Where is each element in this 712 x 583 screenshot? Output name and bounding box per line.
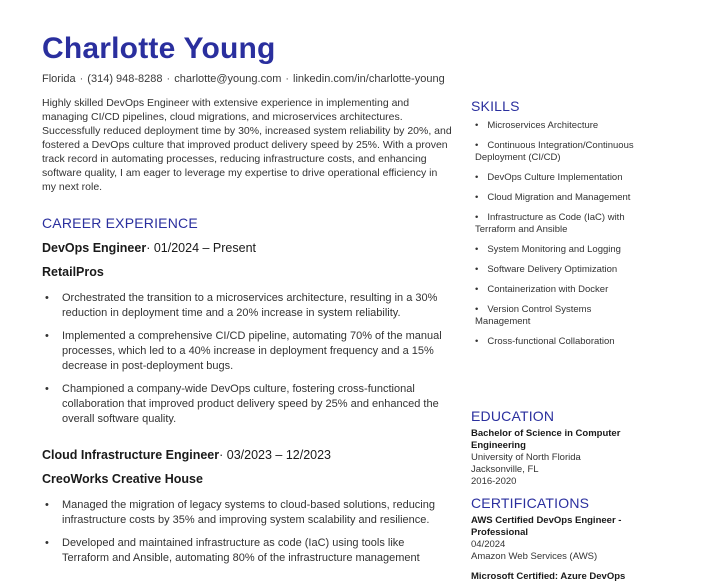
education-location: Jacksonville, FL: [471, 464, 539, 475]
education-details: [471, 428, 636, 488]
certification-name: Microsoft Certified: Azure DevOps: [471, 571, 626, 582]
job-title-line: [42, 448, 446, 462]
job-bullet: • Orchestrated the transition to a microservices architecture, resulting in a 30% reduction in deployment time and a 20% increase in system reliability.: [42, 291, 446, 321]
job-title: DevOps Engineer: [42, 241, 147, 255]
job-entry: [42, 241, 446, 435]
education-school: University of North Florida: [471, 452, 581, 463]
job-bullets: [42, 498, 446, 566]
education-heading: EDUCATION: [471, 408, 555, 424]
skills-heading: SKILLS: [471, 98, 520, 114]
certification-issuer: Amazon Web Services (AWS): [471, 551, 598, 562]
job-bullet: • Developed and maintained infrastructure as code (IaC) using tools like Terraform and Ansible, automating 80% of the infrastructure management: [42, 536, 446, 566]
certifications-section: [471, 495, 636, 583]
skill-item: • DevOps Culture Implementation: [475, 172, 623, 183]
contact-email[interactable]: charlotte@young.com: [174, 73, 282, 85]
certification-item: [471, 571, 636, 583]
skill-item: • Containerization with Docker: [475, 284, 609, 295]
summary-paragraph: Highly skilled DevOps Engineer with extensive experience in implementing and managing CI/CD pipelines, cloud migrations, and microservices architectures. Successfully reduced deployment time by 30%, increased system reliability by 20%, and fostered a DevOps culture that improved product delivery speed by 25%. With a proven track record in automating processes, reducing infrastructure costs, and enhancing software quality, I am eager to leverage my expertise to drive operational efficiency in my next role.: [42, 97, 452, 193]
contact-linkedin[interactable]: linkedin.com/in/charlotte-young: [293, 73, 445, 85]
certification-item: [471, 515, 636, 563]
education-years: 2016-2020: [471, 476, 517, 487]
career-experience-heading: CAREER EXPERIENCE: [42, 215, 198, 231]
job-bullet: • Championed a company-wide DevOps culture, fostering cross-functional collaboration that improved product delivery speed by 25% and enhanced the overall software quality.: [42, 382, 446, 427]
skills-section: [471, 98, 636, 356]
job-dates: · 01/2024 – Present: [146, 241, 256, 255]
skill-item: • System Monitoring and Logging: [475, 244, 621, 255]
contact-phone[interactable]: (314) 948-8288: [87, 73, 163, 85]
job-entry: [42, 448, 446, 574]
skill-item: • Infrastructure as Code (IaC) with Terraform and Ansible: [475, 212, 625, 235]
job-title-line: [42, 241, 446, 255]
certifications-heading: CERTIFICATIONS: [471, 495, 590, 511]
job-title: Cloud Infrastructure Engineer: [42, 448, 220, 462]
certification-date: 04/2024: [471, 539, 506, 550]
skill-item: • Version Control Systems Management: [475, 304, 592, 327]
skill-item: • Microservices Architecture: [475, 120, 599, 131]
contact-line: [42, 73, 445, 85]
job-bullets: [42, 291, 446, 427]
separator-dot: ·: [166, 73, 171, 85]
separator-dot: ·: [79, 73, 84, 85]
skill-item: • Continuous Integration/Continuous Deployment (CI/CD): [475, 140, 634, 163]
contact-location: Florida: [42, 73, 76, 85]
certification-name: AWS Certified DevOps Engineer - Professional: [471, 515, 622, 538]
candidate-name: Charlotte Young: [42, 32, 276, 65]
job-dates: · 03/2023 – 12/2023: [219, 448, 332, 462]
skill-item: • Software Delivery Optimization: [475, 264, 618, 275]
job-bullet: • Managed the migration of legacy systems to cloud-based solutions, reducing infrastructure costs by 35% and improving system scalability and resilience.: [42, 498, 446, 528]
skills-list: [471, 120, 636, 348]
separator-dot: ·: [285, 73, 290, 85]
skill-item: • Cloud Migration and Management: [475, 192, 631, 203]
company-name: RetailPros: [42, 265, 104, 279]
education-degree: Bachelor of Science in Computer Engineering: [471, 428, 621, 451]
skill-item: • Cross-functional Collaboration: [475, 336, 615, 347]
job-bullet: • Implemented a comprehensive CI/CD pipeline, automating 70% of the manual processes, which led to a 40% increase in deployment frequency and a 15% decrease in post-deployment bugs.: [42, 329, 446, 374]
education-section: [471, 408, 636, 488]
company-name: CreoWorks Creative House: [42, 472, 203, 486]
